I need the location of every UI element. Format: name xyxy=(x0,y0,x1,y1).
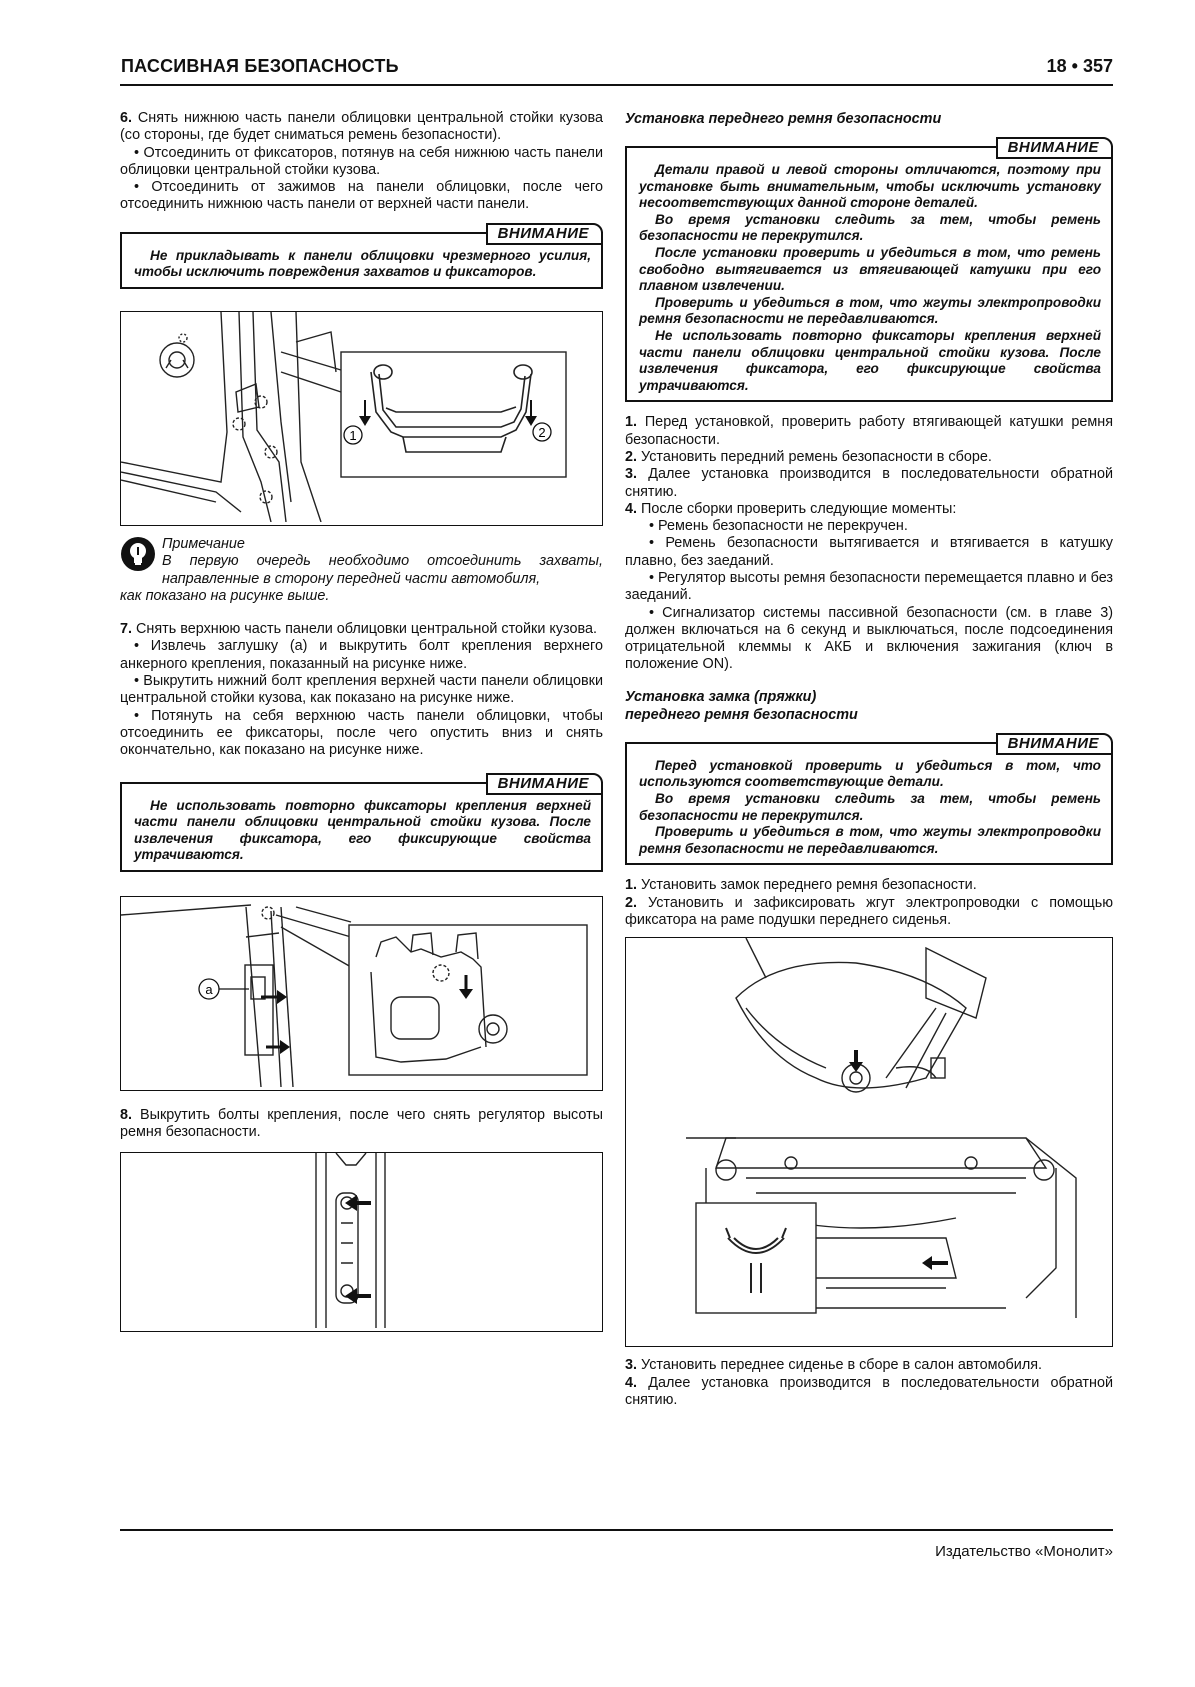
warning-tag: ВНИМАНИЕ xyxy=(486,773,603,795)
callout-2: 2 xyxy=(538,424,546,440)
figure-trim-clips xyxy=(120,311,603,526)
warning-text: Не прикладывать к панели облицовки чрезмерного усилия, чтобы исключить повреждения захватов и фиксаторов. xyxy=(134,247,591,280)
page-header-title: ПАССИВНАЯ БЕЗОПАСНОСТЬ xyxy=(121,56,399,76)
figure-upper-trim xyxy=(120,896,603,1091)
buckle-step-3: 3. Установить переднее сиденье в сборе в салон автомобиля. xyxy=(625,1357,1043,1374)
step-8: 8. Выкрутить болты крепления, после чего снять регулятор высоты ремня безопасности. xyxy=(120,1106,604,1141)
pillar-upper-trim-illustration xyxy=(121,897,601,1087)
callout-1: 1 xyxy=(349,427,357,443)
warning-box-3 xyxy=(625,139,1113,402)
warning-tag: ВНИМАНИЕ xyxy=(486,223,603,245)
warning-text-2: Во время установки следить за тем, чтобы ремень безопасности не перекрутился. xyxy=(639,211,1101,244)
install-step-2: 2. Установить передний ремень безопасности в сборе. xyxy=(625,448,992,465)
warning-text-1: Детали правой и левой стороны отличаются, поэтому при установке быть внимательным, чтобы исключить установку несоответствующих данной стороне деталей. xyxy=(639,162,1101,211)
lightbulb-icon xyxy=(120,536,156,572)
figure-height-adjuster xyxy=(120,1152,603,1332)
warning-tag: ВНИМАНИЕ xyxy=(996,137,1113,159)
step-6: 6. Снять нижнюю часть панели облицовки центральной стойки кузова (со стороны, где будет сниматься ремень безопасности). xyxy=(120,110,603,144)
note-text: В первую очередь необходимо отсоединить захваты, направленные в сторону передней части автомобиля, xyxy=(162,553,603,587)
warning-tag: ВНИМАНИЕ xyxy=(996,733,1113,755)
warning-text-2: Во время установки следить за тем, чтобы ремень безопасности не перекрутился. xyxy=(639,790,1101,823)
buckle-step-1: 1. Установить замок переднего ремня безопасности. xyxy=(625,877,977,894)
footer-rule xyxy=(120,1529,1113,1531)
figure-seat-frame xyxy=(625,937,1113,1347)
warning-text-3: После установки проверить и убедиться в том, что ремень свободно вытягивается из втягивающей катушки при его плавном извлечении. xyxy=(639,244,1101,294)
buckle-step-4: 4. Далее установка производится в последовательности обратной снятию. xyxy=(625,1374,1113,1408)
note-text-cont: как показано на рисунке выше. xyxy=(120,587,330,604)
warning-box-2 xyxy=(120,774,603,872)
step-6-bullet-2: • Отсоединить от зажимов на панели облицовки, после чего отсоединить нижнюю часть панели от верхней части панели. xyxy=(120,179,603,213)
install-step-3: 3. Далее установка производится в последовательности обратной снятию. xyxy=(625,466,1113,500)
section-title-belt-install: Установка переднего ремня безопасности xyxy=(625,111,942,127)
step-7-bullet-1: • Извлечь заглушку (а) и выкрутить болт крепления верхнего анкерного крепления, показанный на рисунке ниже. xyxy=(120,638,603,672)
warning-box-4 xyxy=(625,734,1113,866)
note-block xyxy=(120,536,603,588)
install-step-4: 4. После сборки проверить следующие моменты: xyxy=(625,500,957,517)
height-adjuster-illustration xyxy=(121,1153,601,1328)
footer-publisher: Издательство «Монолит» xyxy=(935,1543,1113,1560)
install-step-1: 1. Перед установкой, проверить работу втягивающей катушки ремня безопасности. xyxy=(625,414,1114,448)
warning-text-4: Проверить и убедиться в том, что жгуты электропроводки ремня безопасности не передавливаются. xyxy=(639,294,1101,327)
pillar-lower-trim-illustration xyxy=(121,312,601,522)
warning-text-5: Не использовать повторно фиксаторы крепления верхней части панели облицовки центральной стойки кузова. После извлечения фиксатора, его фиксирующие свойства утрачиваются. xyxy=(639,327,1101,393)
step-7-bullet-2: • Выкрутить нижний болт крепления верхней части панели облицовки центральной стойки кузова, как показано на рисунке ниже. xyxy=(120,673,603,707)
step-6-bullet-1: • Отсоединить от фиксаторов, потянув на себя нижнюю часть панели облицовки центральной стойки кузова. xyxy=(120,144,603,178)
left-column xyxy=(120,110,603,1332)
callout-a: a xyxy=(205,981,213,997)
buckle-step-2: 2. Установить и зафиксировать жгут электропроводки с помощью фиксатора на раме подушки переднего сиденья. xyxy=(625,894,1114,928)
install-check-2: • Ремень безопасности вытягивается и втягивается в катушку плавно, без заеданий. xyxy=(625,535,1113,569)
warning-text: Не использовать повторно фиксаторы крепления верхней части панели облицовки центральной стойки кузова. После извлечения фиксатора, его фиксирующие свойства утрачиваются. xyxy=(134,797,591,863)
right-column xyxy=(625,110,1113,1409)
step-7: 7. Снять верхнюю часть панели облицовки центральной стойки кузова. xyxy=(120,621,597,638)
note-title: Примечание xyxy=(162,535,245,552)
header-rule xyxy=(120,84,1113,86)
install-check-4: • Сигнализатор системы пассивной безопасности (см. в главе 3) должен включаться на 6 секунд и выключаться, после подсоединения отрицательной клеммы к АКБ и включения зажигания (ключ в положение ON). xyxy=(625,604,1113,673)
install-check-3: • Регулятор высоты ремня безопасности перемещается плавно и без заеданий. xyxy=(625,569,1114,604)
seat-frame-illustration xyxy=(626,938,1111,1343)
section-title-buckle-1: Установка замка (пряжки) xyxy=(625,688,817,705)
step-7-bullet-3: • Потянуть на себя верхнюю часть панели облицовки, чтобы отсоединить ее фиксаторы, после чего опустить вниз и снять окончательно, как показано на рисунке ниже. xyxy=(120,707,603,759)
warning-box-1 xyxy=(120,224,603,289)
page-number: 18 • 357 xyxy=(1046,56,1113,76)
warning-text-1: Перед установкой проверить и убедиться в том, что используются соответствующие детали. xyxy=(639,757,1101,790)
install-check-1: • Ремень безопасности не перекручен. xyxy=(649,518,908,535)
warning-text-3: Проверить и убедиться в том, что жгуты электропроводки ремня безопасности не передавливаются. xyxy=(639,824,1101,856)
section-title-buckle-2: переднего ремня безопасности xyxy=(625,706,858,723)
